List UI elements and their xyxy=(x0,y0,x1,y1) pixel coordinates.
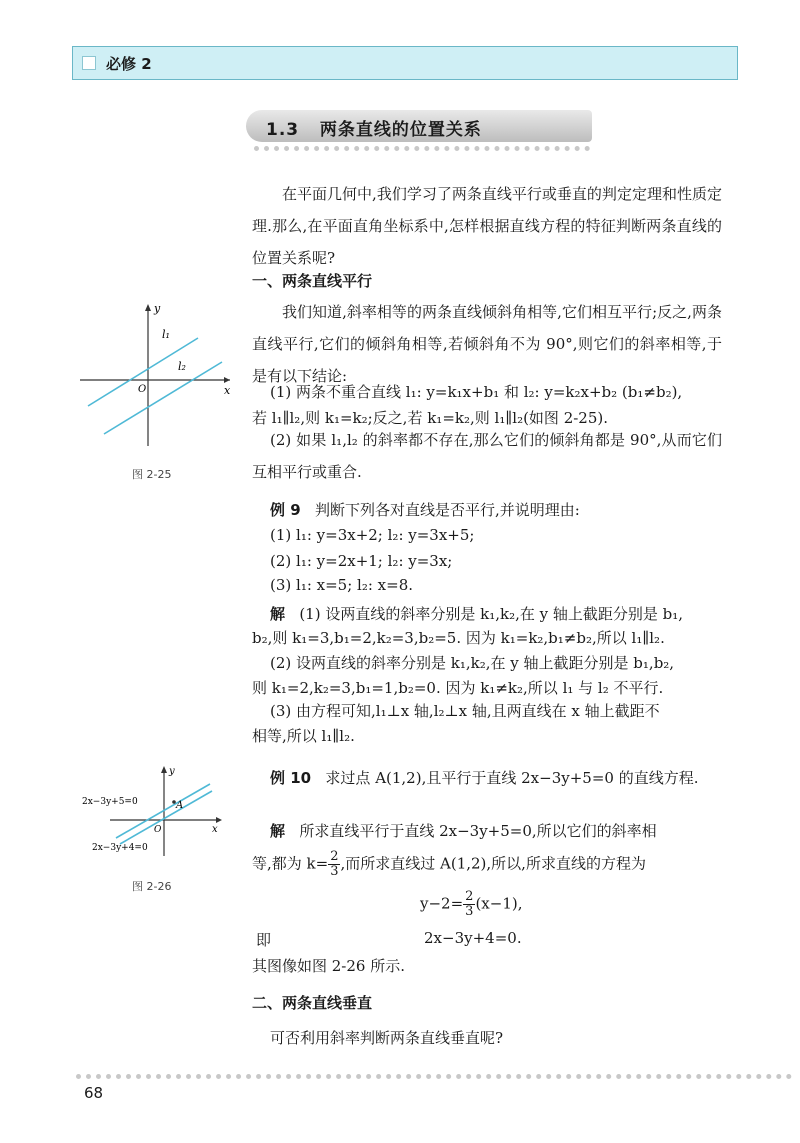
fig26-x-label: x xyxy=(212,824,218,835)
ex10-equation-1 xyxy=(420,890,522,919)
x-axis-arrow-icon xyxy=(224,377,230,383)
fig26-caption: 图 2-26 xyxy=(132,880,172,893)
fraction-numerator: 2 xyxy=(330,849,339,864)
ex9-header xyxy=(270,499,580,520)
fig25-x-label: x xyxy=(224,384,231,397)
ex10-header xyxy=(252,762,722,794)
part2-heading: 二、两条直线垂直 xyxy=(252,994,373,1012)
equation-1-right: (x−1), xyxy=(475,894,523,913)
conclusion-1: (1) 两条不重合直线 l₁: y=k₁x+b₁ 和 l₂: y=k₂x+b₂ (b₁≠b₂), xyxy=(270,383,683,401)
ex9-item-1: (1) l₁: y=3x+2; l₂: y=3x+5; xyxy=(270,526,475,544)
header-label: 必修 2 xyxy=(106,55,152,73)
section-name: 两条直线的位置关系 xyxy=(319,120,482,140)
ex10-solution-2 xyxy=(252,850,646,879)
ex9-solution-2b: 则 k₁=2,k₂=3,b₁=1,b₂=0. 因为 k₁≠k₂,所以 l₁ 与 l₂ 不平行. xyxy=(252,679,664,697)
fraction-numerator: 2 xyxy=(465,889,474,904)
fig26-line2-label: 2x−3y+4=0 xyxy=(92,843,148,853)
fraction-two-thirds xyxy=(328,850,340,879)
ex9-solution-1a-text: (1) 设两直线的斜率分别是 k₁,k₂,在 y 轴上截距分别是 b₁, xyxy=(299,605,684,623)
ex10-equation-2: 2x−3y+4=0. xyxy=(424,929,522,947)
fig25-l1-label: l₁ xyxy=(162,328,170,341)
line-2x-3y+5 xyxy=(116,784,210,838)
y-axis-arrow-icon xyxy=(161,766,167,773)
ex9-item-3: (3) l₁: x=5; l₂: x=8. xyxy=(270,576,414,594)
ex10-solution-2-post: ,而所求直线过 A(1,2),所以,所求直线的方程为 xyxy=(340,854,646,873)
ex10-solution-1-text: 所求直线平行于直线 2x−3y+5=0,所以它们的斜率相 xyxy=(299,822,657,840)
conclusion-1-cont: 若 l₁∥l₂,则 k₁=k₂;反之,若 k₁=k₂,则 l₁∥l₂(如图 2-25). xyxy=(252,409,609,427)
fraction-two-thirds xyxy=(463,890,475,919)
fraction-denominator: 3 xyxy=(465,904,474,919)
x-axis-arrow-icon xyxy=(216,817,222,823)
line-l2 xyxy=(104,362,222,434)
ex10-prompt: 求过点 A(1,2),且平行于直线 2x−3y+5=0 的直线方程. xyxy=(325,769,699,787)
section-dotted-rule xyxy=(254,146,590,151)
ex9-solution-1b: b₂,则 k₁=3,b₁=2,k₂=3,b₂=5. 因为 k₁=k₂,b₁≠b₂,所以 l₁∥l₂. xyxy=(252,629,665,647)
ex9-solution-3b: 相等,所以 l₁∥l₂. xyxy=(252,727,355,745)
ex9-solution-label: 解 xyxy=(270,605,286,623)
footer-dotted-rule xyxy=(76,1074,792,1079)
ex9-label: 例 9 xyxy=(270,501,301,519)
fig26-origin-label: O xyxy=(154,825,162,835)
figure-2-26 xyxy=(80,764,230,864)
ex9-solution-2a: (2) 设两直线的斜率分别是 k₁,k₂,在 y 轴上截距分别是 b₁,b₂, xyxy=(270,654,675,672)
ex10-ji: 即 xyxy=(256,931,272,949)
part1-paragraph: 我们知道,斜率相等的两条直线倾斜角相等,它们相互平行;反之,两条直线平行,它们的倾斜角相等,若倾斜角不为 90°,则它们的斜率相等,于是有以下结论: xyxy=(252,303,722,385)
ex10-solution-label: 解 xyxy=(270,822,286,840)
ex10-graph-note: 其图像如图 2-26 所示. xyxy=(252,957,406,975)
fraction-denominator: 3 xyxy=(330,864,339,879)
ex10-label: 例 10 xyxy=(270,769,312,787)
ex10-solution-2-pre: 等,都为 k= xyxy=(252,854,329,873)
fig25-l2-label: l₂ xyxy=(178,360,186,373)
fig26-a-label: A xyxy=(176,800,184,811)
page-number: 68 xyxy=(84,1084,104,1102)
ex9-prompt: 判断下列各对直线是否平行,并说明理由: xyxy=(314,501,580,519)
fig25-caption: 图 2-25 xyxy=(132,468,172,481)
y-axis-arrow-icon xyxy=(145,304,151,311)
header-bar xyxy=(72,46,738,80)
header-square-icon xyxy=(82,56,96,70)
ex9-solution-1a xyxy=(270,603,683,624)
section-number: 1.3 xyxy=(266,120,300,140)
fig26-line1-label: 2x−3y+5=0 xyxy=(82,797,138,807)
conclusion-2: (2) 如果 l₁,l₂ 的斜率都不存在,那么它们的倾斜角都是 90°,从而它们互相平行或重合. xyxy=(252,431,722,481)
part1-heading: 一、两条直线平行 xyxy=(252,272,373,290)
fig25-y-label: y xyxy=(154,302,161,315)
fig25-origin-label: O xyxy=(138,384,147,395)
ex9-item-2: (2) l₁: y=2x+1; l₂: y=3x; xyxy=(270,552,453,570)
intro-paragraph: 在平面几何中,我们学习了两条直线平行或垂直的判定定理和性质定理.那么,在平面直角坐标系中,怎样根据直线方程的特征判断两条直线的位置关系呢? xyxy=(252,185,722,267)
ex10-solution-1 xyxy=(270,820,657,841)
ex9-solution-3a: (3) 由方程可知,l₁⊥x 轴,l₂⊥x 轴,且两直线在 x 轴上截距不 xyxy=(270,702,660,720)
fig26-y-label: y xyxy=(169,766,175,777)
equation-1-left: y−2= xyxy=(420,894,464,913)
section-title xyxy=(266,115,482,140)
part2-question: 可否利用斜率判断两条直线垂直呢? xyxy=(270,1029,504,1047)
figure-2-25 xyxy=(70,298,240,458)
